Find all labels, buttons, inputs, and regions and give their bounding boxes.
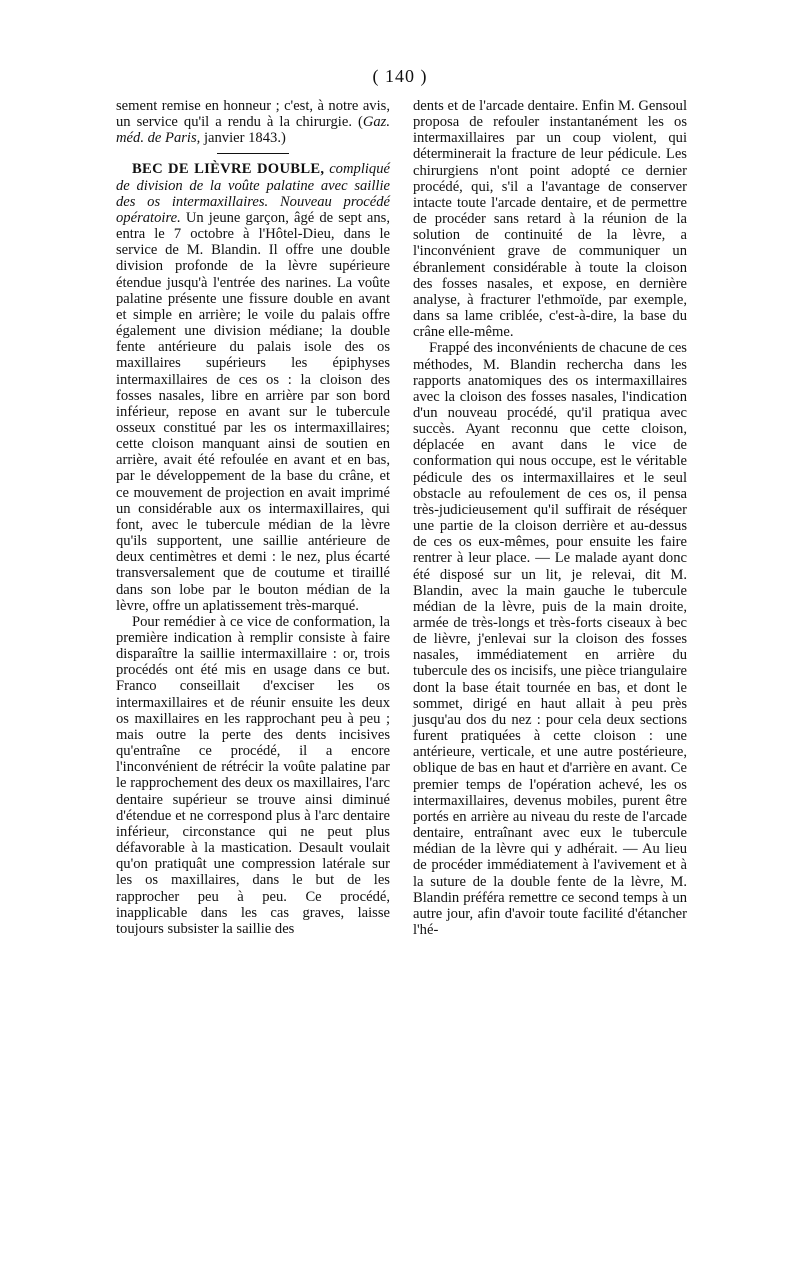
article-subtitle-2: Nouveau procédé opératoire. <box>116 193 391 226</box>
article-subtitle: compliqué de division de la voûte palatine avec saillie des os intermaxillaires. <box>116 161 390 210</box>
left-column <box>116 98 390 937</box>
paragraph-continuation: sement remise en honneur ; c'est, à notre avis, un service qu'il a rendu à la chirurgie. (Gaz. méd. de Paris, janvier 1843.) <box>116 98 390 147</box>
article-heading: BEC DE LIÈVRE DOUBLE, <box>132 161 325 178</box>
article-paragraph: BEC DE LIÈVRE DOUBLE, compliqué de division de la voûte palatine avec saillie des os intermaxillaires. Nouveau procédé opératoire. Un jeune garçon, âgé de sept ans, entra le 7 octobre à l'Hôtel-Dieu, dans le service de M. Blandin. Il offre une double division profonde de la lèvre supérieure étendue jusqu'à l'entrée des narines. La voûte palatine présente une fissure double en avant et simple en arrière; le voile du palais offre également une division médiane; la double fente antérieure du palais isole des os maxillaires supérieurs les épiphyses intermaxillaires de ces os : la cloison des fosses nasales, libre en arrière par son bord inférieur, repose en avant sur le tubercule osseux constitué par les os intermaxillaires; cette cloison manquant ainsi de soutien en arrière, avait été refoulée en avant et en bas, par le développement de la base du crâne, et ce mouvement de projection en avait imprimé un considérable aux os intermaxillaires, qui font, avec le tubercule médian de la lèvre qu'ils supportent, une saillie antérieure de deux centimètres et demi : le nez, plus écarté transversalement que de coutume et tiraillé dans son lobe par le bouton médian de la lèvre, offre un aplatissement très-marqué. <box>116 161 391 614</box>
paragraph: Pour remédier à ce vice de conformation, la première indication à remplir consiste à faire disparaître la saillie intermaxillaire : or, trois procédés ont été mis en usage dans ce but. Franco conseillait d'exciser les os intermaxillaires et de réunir ensuite les deux os maxillaires en les rapprochant peu à peu ; mais outre la perte des dents incisives qu'entraîne ce procédé, il a encore l'inconvénient de rétrécir la voûte palatine par le rapprochement des deux os maxillaires, l'arc dentaire supérieur se trouve ainsi diminué d'étendue et ne correspond plus à l'arc dentaire inférieur, circonstance qui ne peut plus défavorable à la mastication. Desault voulait qu'on pratiquât une compression latérale sur les os maxillaires, dans le but de les rapprocher peu à peu. Ce procédé, inapplicable dans les cas graves, laisse toujours subsister la saillie des <box>116 613 390 937</box>
paragraph-continuation: dents et de l'arcade dentaire. Enfin M. Gensoul proposa de refouler instantanément les os intermaxillaires par un coup violent, qui déterminerait la fracture de leur pédicule. Les chirurgiens n'ont point adopté ce dernier procédé, qui, s'il a l'avantage de conserver intacte toute l'arcade dentaire, et de permettre de procéder sans retard à la réunion de la solution de continuité de la lèvre, a l'inconvénient grave de communiquer un ébranlement considérable à toute la cloison des fosses nasales, et expose, en dernière analyse, à fracturer l'ethmoïde, par exemple, dans sa lame criblée, c'est-à-dire, la base du crâne elle-même. <box>413 98 687 341</box>
page-number: ( 140 ) <box>372 66 428 86</box>
paragraph: Frappé des inconvénients de chacune de ces méthodes, M. Blandin rechercha dans les rapports anatomiques des os intermaxillaires avec la cloison des fosses nasales, l'indication d'un nouveau procédé, qu'il pratiqua avec succès. Ayant reconnu que cette cloison, déplacée en avant dans le vice de conformation qui nous occupe, est le véritable pédicule des os intermaxillaires et le seul obstacle au refoulement de ces os, il pensa très-judicieusement qu'il suffirait de réséquer une partie de la cloison derrière et au-dessus de ces os eux-mêmes, pour ensuite les faire rentrer à leur place. — Le malade ayant donc été disposé sur un lit, je relevai, dit M. Blandin, avec la main gauche le tubercule médian de la lèvre, puis de la main droite, armée de très-longs et très-forts ciseaux à bec de lièvre, j'enlevai sur la cloison des fosses nasales, immédiatement en arrière du tubercule des os incisifs, une pièce triangulaire dont la base était tournée en bas, et dont le sommet, dirigé en haut allait à peu près jusqu'au dos du nez : pour cela deux sections furent pratiquées à cette cloison : une antérieure, verticale, et une autre postérieure, oblique de bas en haut et d'arrière en avant. Ce premier temps de l'opération achevé, les os intermaxillaires, devenus mobiles, purent être portés en arrière au niveau du reste de l'arcade dentaire, entraînant avec eux le tubercule médian de la lèvre qui y adhérait. — Au lieu de procéder immédiatement à l'avivement et à la suture de la double fente de la lèvre, M. Blandin préféra remettre ce second temps à un autre jour, afin d'avoir toute facilité d'étancher l'hé- <box>413 340 687 938</box>
section-divider <box>217 153 289 154</box>
right-column <box>413 98 687 938</box>
citation: Gaz. méd. de Paris, <box>116 114 390 147</box>
